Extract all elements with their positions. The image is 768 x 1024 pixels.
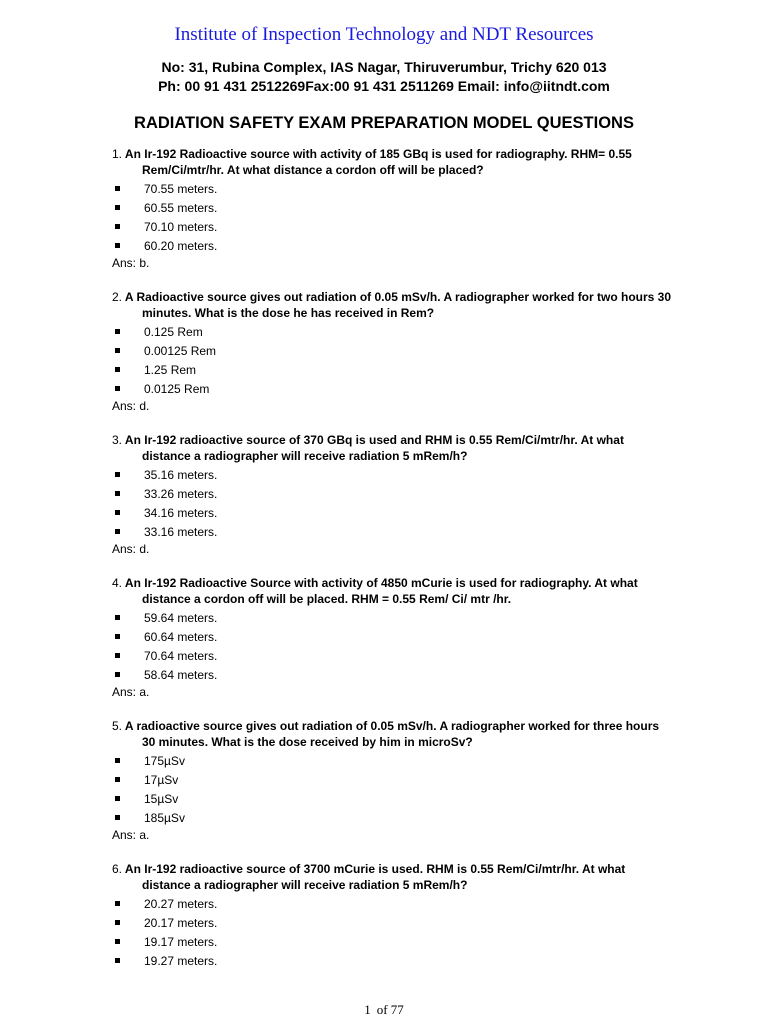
square-bullet-icon	[115, 901, 120, 906]
square-bullet-icon	[115, 348, 120, 353]
question-statement: An Ir-192 radioactive source of 3700 mCurie is used. RHM is 0.55 Rem/Ci/mtr/hr. At what distance a radiographer will receive radiation 5 mRem/h?	[122, 862, 626, 892]
option-text: 0.0125 Rem	[144, 382, 210, 396]
question-block	[112, 861, 672, 971]
option-text: 70.55 meters.	[144, 182, 218, 196]
question-statement: A radioactive source gives out radiation of 0.05 mSv/h. A radiographer worked for three hours 30 minutes. What is the dose received by him in microSv?	[122, 719, 660, 749]
option-item	[112, 342, 672, 361]
square-bullet-icon	[115, 205, 120, 210]
option-text: 33.26 meters.	[144, 487, 218, 501]
option-item	[112, 180, 672, 199]
question-block	[112, 432, 672, 556]
square-bullet-icon	[115, 758, 120, 763]
question-number: 2.	[112, 290, 123, 304]
option-text: 70.10 meters.	[144, 220, 218, 234]
square-bullet-icon	[115, 939, 120, 944]
address-line: No: 31, Rubina Complex, IAS Nagar, Thiruverumbur, Trichy 620 013	[161, 59, 607, 75]
square-bullet-icon	[115, 920, 120, 925]
square-bullet-icon	[115, 329, 120, 334]
question-statement: An Ir-192 Radioactive source with activity of 185 GBq is used for radiography. RHM= 0.55 Rem/Ci/mtr/hr. At what distance a cordon off will be placed?	[122, 147, 632, 177]
option-text: 35.16 meters.	[144, 468, 218, 482]
question-text	[112, 146, 672, 178]
document-title: RADIATION SAFETY EXAM PREPARATION MODEL QUESTIONS	[134, 114, 634, 132]
answer-text: Ans: d.	[112, 399, 150, 413]
square-bullet-icon	[115, 367, 120, 372]
question-number: 3.	[112, 433, 123, 447]
square-bullet-icon	[115, 796, 120, 801]
question-block	[112, 718, 672, 842]
option-list	[112, 180, 672, 256]
option-text: 58.64 meters.	[144, 668, 218, 682]
option-list	[112, 895, 672, 971]
option-item	[112, 895, 672, 914]
option-text: 0.125 Rem	[144, 325, 203, 339]
answer-text: Ans: a.	[112, 828, 150, 842]
question-statement: A Radioactive source gives out radiation of 0.05 mSv/h. A radiographer worked for two hours 30 minutes. What is the dose he has received in Rem?	[122, 290, 672, 320]
question-text	[112, 861, 672, 893]
option-item	[112, 485, 672, 504]
question-number: 4.	[112, 576, 123, 590]
question-text	[112, 432, 672, 464]
contact-line: Ph: 00 91 431 2512269Fax:00 91 431 2511269 Email: info@iitndt.com	[158, 78, 610, 94]
square-bullet-icon	[115, 472, 120, 477]
square-bullet-icon	[115, 815, 120, 820]
option-text: 60.64 meters.	[144, 630, 218, 644]
option-item	[112, 952, 672, 971]
square-bullet-icon	[115, 634, 120, 639]
question-block	[112, 289, 672, 413]
question-block	[112, 575, 672, 699]
square-bullet-icon	[115, 224, 120, 229]
option-list	[112, 609, 672, 685]
option-item	[112, 361, 672, 380]
answer-text: Ans: b.	[112, 256, 150, 270]
question-block	[112, 146, 672, 270]
question-number: 6.	[112, 862, 123, 876]
option-text: 59.64 meters.	[144, 611, 218, 625]
square-bullet-icon	[115, 529, 120, 534]
option-text: 60.55 meters.	[144, 201, 218, 215]
square-bullet-icon	[115, 615, 120, 620]
option-item	[112, 752, 672, 771]
option-item	[112, 666, 672, 685]
option-text: 60.20 meters.	[144, 239, 218, 253]
square-bullet-icon	[115, 243, 120, 248]
institute-name: Institute of Inspection Technology and NDT Resources	[174, 24, 594, 45]
option-text: 20.17 meters.	[144, 916, 218, 930]
option-item	[112, 504, 672, 523]
page-footer	[0, 1002, 768, 1018]
answer-text: Ans: a.	[112, 685, 150, 699]
page-total: of 77	[376, 1002, 404, 1017]
page-number: 1	[364, 1002, 371, 1017]
question-text	[112, 289, 672, 321]
square-bullet-icon	[115, 958, 120, 963]
option-list	[112, 466, 672, 542]
option-item	[112, 218, 672, 237]
option-text: 34.16 meters.	[144, 506, 218, 520]
option-text: 70.64 meters.	[144, 649, 218, 663]
square-bullet-icon	[115, 653, 120, 658]
option-text: 20.27 meters.	[144, 897, 218, 911]
option-text: 33.16 meters.	[144, 525, 218, 539]
question-statement: An Ir-192 Radioactive Source with activity of 4850 mCurie is used for radiography. At what distance a cordon off will be placed. RHM = 0.55 Rem/ Ci/ mtr /hr.	[122, 576, 638, 606]
question-text	[112, 575, 672, 607]
option-text: 19.17 meters.	[144, 935, 218, 949]
square-bullet-icon	[115, 386, 120, 391]
question-statement: An Ir-192 radioactive source of 370 GBq is used and RHM is 0.55 Rem/Ci/mtr/hr. At what distance a radiographer will receive radiation 5 mRem/h?	[122, 433, 624, 463]
square-bullet-icon	[115, 672, 120, 677]
option-item	[112, 380, 672, 399]
option-text: 185µSv	[144, 811, 185, 825]
question-list	[112, 146, 672, 990]
option-text: 175µSv	[144, 754, 185, 768]
option-item	[112, 933, 672, 952]
option-item	[112, 237, 672, 256]
option-list	[112, 752, 672, 828]
square-bullet-icon	[115, 186, 120, 191]
answer-text: Ans: d.	[112, 542, 150, 556]
option-item	[112, 628, 672, 647]
option-text: 0.00125 Rem	[144, 344, 217, 358]
option-item	[112, 466, 672, 485]
square-bullet-icon	[115, 777, 120, 782]
option-text: 17µSv	[144, 773, 179, 787]
question-number: 1.	[112, 147, 123, 161]
question-text	[112, 718, 672, 750]
square-bullet-icon	[115, 510, 120, 515]
option-item	[112, 323, 672, 342]
option-list	[112, 323, 672, 399]
option-item	[112, 199, 672, 218]
option-text: 15µSv	[144, 792, 179, 806]
option-text: 1.25 Rem	[144, 363, 197, 377]
option-text: 19.27 meters.	[144, 954, 218, 968]
option-item	[112, 790, 672, 809]
option-item	[112, 914, 672, 933]
option-item	[112, 609, 672, 628]
question-number: 5.	[112, 719, 123, 733]
option-item	[112, 809, 672, 828]
option-item	[112, 771, 672, 790]
option-item	[112, 523, 672, 542]
option-item	[112, 647, 672, 666]
square-bullet-icon	[115, 491, 120, 496]
